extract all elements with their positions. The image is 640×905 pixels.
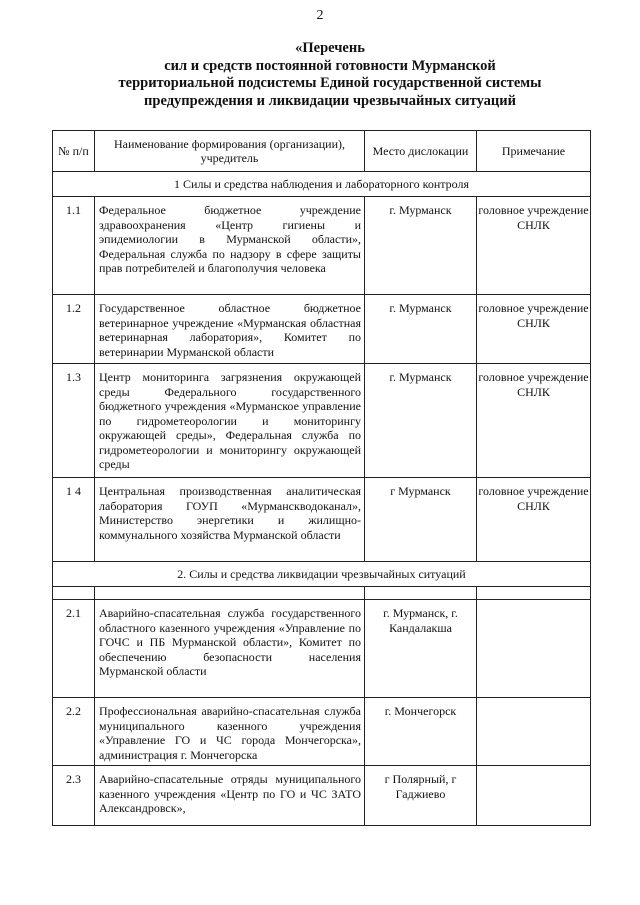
forces-table	[52, 130, 591, 826]
row-number: 1 4	[53, 478, 95, 562]
row-location: г. Мурманск, г. Кандалакша	[365, 600, 477, 698]
section-row	[53, 562, 591, 587]
table-row	[53, 766, 591, 826]
row-location: г Мурманск	[365, 478, 477, 562]
row-number: 2.1	[53, 600, 95, 698]
row-name: Федеральное бюджетное учреждение здравоохранения «Центр гигиены и эпидемиологии в Мурманской области», Федеральная служба по надзору в сфере защиты прав потребителей и благополучия человека	[95, 197, 365, 295]
row-number: 2.2	[53, 698, 95, 766]
table-row	[53, 600, 591, 698]
page-number: 2	[316, 8, 324, 23]
table-row	[53, 478, 591, 562]
row-note	[477, 600, 591, 698]
table-row	[53, 295, 591, 364]
table-header-row	[53, 131, 591, 172]
header-location: Место дислокации	[365, 131, 477, 172]
header-note: Примечание	[477, 131, 591, 172]
title-line: сил и средств постоянной готовности Мурманской	[164, 57, 496, 74]
spacer-cell	[365, 587, 477, 600]
row-name: Аварийно-спасательная служба государственного областного казенного учреждения «Управление по ГОЧС и ПБ Мурманской области», Комитет по обеспечению безопасности населения Мурманской области	[95, 600, 365, 698]
spacer-row	[53, 587, 591, 600]
table-row	[53, 197, 591, 295]
row-number: 1.1	[53, 197, 95, 295]
spacer-cell	[477, 587, 591, 600]
section-row	[53, 172, 591, 197]
row-location: г. Мурманск	[365, 295, 477, 364]
row-location: г. Мурманск	[365, 197, 477, 295]
row-note: головное учреждение СНЛК	[477, 197, 591, 295]
row-name: Профессиональная аварийно-спасательная служба муниципального казенного учреждения «Управление ГО и ЧС города Мончегорска», администрация г. Мончегорска	[95, 698, 365, 766]
table-row	[53, 364, 591, 478]
title-line: предупреждения и ликвидации чрезвычайных ситуаций	[144, 92, 516, 109]
row-number: 1.3	[53, 364, 95, 478]
header-number: № п/п	[53, 131, 95, 172]
row-location: г. Мурманск	[365, 364, 477, 478]
row-note: головное учреждение СНЛК	[477, 478, 591, 562]
row-note	[477, 698, 591, 766]
spacer-cell	[95, 587, 365, 600]
title-line: «Перечень	[295, 40, 365, 56]
row-note	[477, 766, 591, 826]
row-location: г Полярный, г Гаджиево	[365, 766, 477, 826]
section-1-title: 1 Силы и средства наблюдения и лабораторного контроля	[53, 172, 591, 197]
row-name: Государственное областное бюджетное ветеринарное учреждение «Мурманская областная ветеринарная лаборатория», Комитет по ветеринарии Мурманской области	[95, 295, 365, 364]
section-2-title: 2. Силы и средства ликвидации чрезвычайных ситуаций	[53, 562, 591, 587]
row-name: Центральная производственная аналитическая лаборатория ГОУП «Мурманскводоканал», Министерство энергетики и жилищно-коммунального хозяйства Мурманской области	[95, 478, 365, 562]
row-name: Центр мониторинга загрязнения окружающей среды Федерального государственного бюджетного учреждения «Мурманское управление по гидрометеорологии и мониторингу окружающей среды», Федеральная служба по гидрометеорологии и мониторингу окружающей среды	[95, 364, 365, 478]
table-row	[53, 698, 591, 766]
spacer-cell	[53, 587, 95, 600]
row-location: г. Мончегорск	[365, 698, 477, 766]
row-number: 2.3	[53, 766, 95, 826]
document-title	[80, 40, 580, 110]
header-name: Наименование формирования (организации), учредитель	[95, 131, 365, 172]
row-number: 1.2	[53, 295, 95, 364]
row-name: Аварийно-спасательные отряды муниципального казенного учреждения «Центр по ГО и ЧС ЗАТО Александровск»,	[95, 766, 365, 826]
row-note: головное учреждение СНЛК	[477, 295, 591, 364]
row-note: головное учреждение СНЛК	[477, 364, 591, 478]
title-line: территориальной подсистемы Единой государственной системы	[118, 75, 542, 91]
